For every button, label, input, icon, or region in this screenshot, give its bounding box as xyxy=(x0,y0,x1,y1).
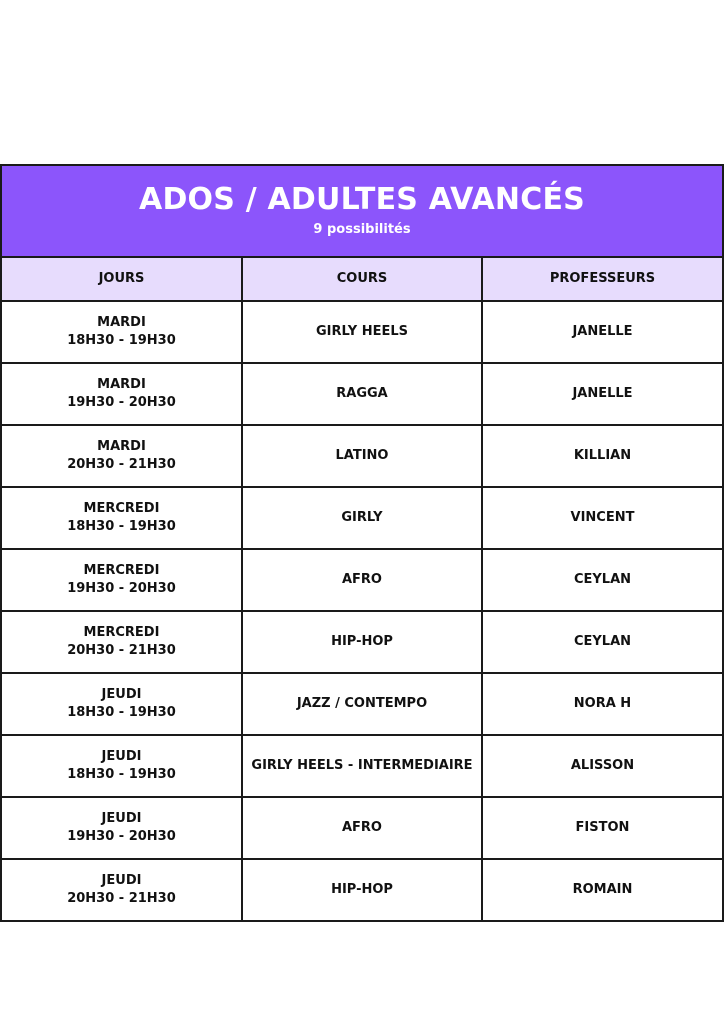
class-schedule-grid xyxy=(2,258,722,920)
time-label: 20H30 - 21H30 xyxy=(67,457,176,472)
teacher-cell: KILLIAN xyxy=(482,425,722,487)
teacher-cell: ALISSON xyxy=(482,735,722,797)
time-label: 19H30 - 20H30 xyxy=(67,829,176,844)
table-row xyxy=(2,611,722,673)
teacher-cell: JANELLE xyxy=(482,363,722,425)
table-row xyxy=(2,797,722,859)
course-cell: AFRO xyxy=(242,549,482,611)
day-cell xyxy=(2,487,242,549)
course-cell: AFRO xyxy=(242,797,482,859)
table-row xyxy=(2,673,722,735)
page-title: ADOS / ADULTES AVANCÉS xyxy=(139,182,585,217)
table-row xyxy=(2,425,722,487)
page-subtitle: 9 possibilités xyxy=(313,222,411,237)
day-cell xyxy=(2,549,242,611)
time-label: 18H30 - 19H30 xyxy=(67,705,176,720)
day-cell xyxy=(2,301,242,363)
teacher-cell: FISTON xyxy=(482,797,722,859)
time-label: 20H30 - 21H30 xyxy=(67,643,176,658)
time-label: 20H30 - 21H30 xyxy=(67,891,176,906)
day-label: MARDI xyxy=(97,439,146,454)
course-cell: RAGGA xyxy=(242,363,482,425)
column-header-courses: COURS xyxy=(242,258,482,301)
course-cell: GIRLY HEELS - INTERMEDIAIRE xyxy=(242,735,482,797)
course-cell: HIP-HOP xyxy=(242,859,482,920)
time-label: 18H30 - 19H30 xyxy=(67,767,176,782)
day-label: MERCREDI xyxy=(83,563,160,578)
course-cell: GIRLY HEELS xyxy=(242,301,482,363)
day-cell xyxy=(2,425,242,487)
schedule-banner xyxy=(2,166,722,258)
time-label: 19H30 - 20H30 xyxy=(67,581,176,596)
day-label: JEUDI xyxy=(101,687,142,702)
course-cell: GIRLY xyxy=(242,487,482,549)
schedule-table xyxy=(0,164,724,922)
day-cell xyxy=(2,859,242,920)
day-label: MERCREDI xyxy=(83,501,160,516)
course-cell: JAZZ / CONTEMPO xyxy=(242,673,482,735)
table-row xyxy=(2,859,722,920)
table-row xyxy=(2,487,722,549)
column-header-days: JOURS xyxy=(2,258,242,301)
day-cell xyxy=(2,673,242,735)
day-label: MERCREDI xyxy=(83,625,160,640)
column-header-teachers: PROFESSEURS xyxy=(482,258,722,301)
day-label: JEUDI xyxy=(101,749,142,764)
day-label: MARDI xyxy=(97,315,146,330)
teacher-cell: NORA H xyxy=(482,673,722,735)
time-label: 18H30 - 19H30 xyxy=(67,333,176,348)
day-cell xyxy=(2,611,242,673)
day-cell xyxy=(2,797,242,859)
teacher-cell: CEYLAN xyxy=(482,549,722,611)
day-label: JEUDI xyxy=(101,873,142,888)
day-label: JEUDI xyxy=(101,811,142,826)
day-label: MARDI xyxy=(97,377,146,392)
teacher-cell: VINCENT xyxy=(482,487,722,549)
table-row xyxy=(2,549,722,611)
day-cell xyxy=(2,363,242,425)
course-cell: HIP-HOP xyxy=(242,611,482,673)
teacher-cell: CEYLAN xyxy=(482,611,722,673)
course-cell: LATINO xyxy=(242,425,482,487)
table-row xyxy=(2,301,722,363)
column-header-row xyxy=(2,258,722,301)
time-label: 18H30 - 19H30 xyxy=(67,519,176,534)
teacher-cell: ROMAIN xyxy=(482,859,722,920)
table-row xyxy=(2,363,722,425)
time-label: 19H30 - 20H30 xyxy=(67,395,176,410)
day-cell xyxy=(2,735,242,797)
table-row xyxy=(2,735,722,797)
teacher-cell: JANELLE xyxy=(482,301,722,363)
